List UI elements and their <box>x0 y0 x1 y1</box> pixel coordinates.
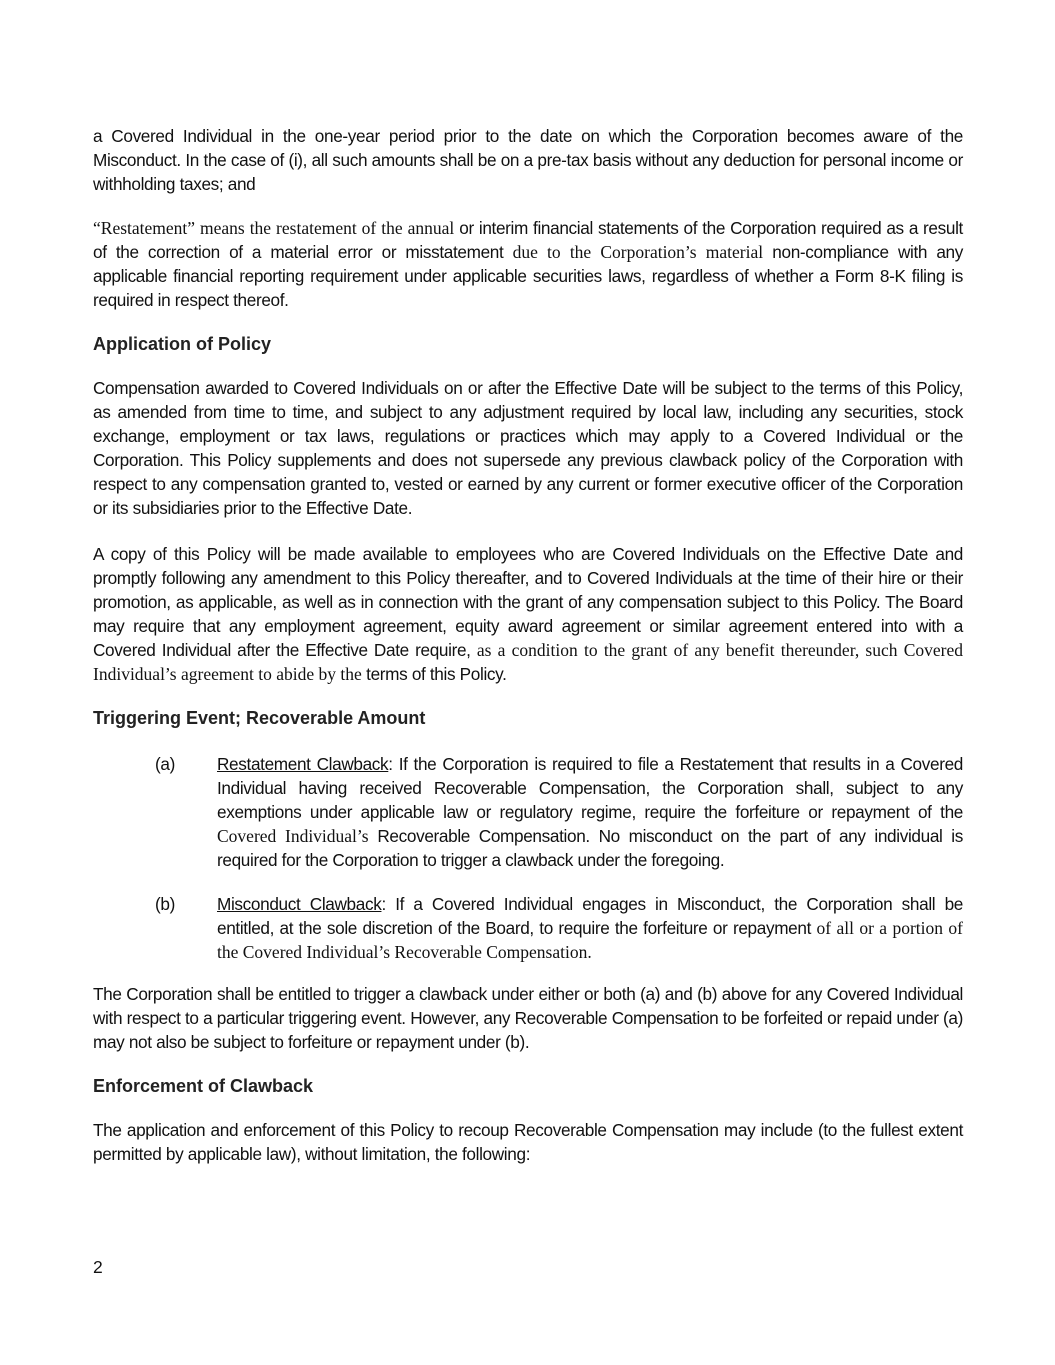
list-label: (a) <box>155 754 175 774</box>
text-sans: terms of this Policy. <box>361 664 507 684</box>
item-text-serif: of all or a portion of the Covered Individual’s Recoverable Compensation. <box>217 918 963 962</box>
paragraph-compensation-awarded: Compensation awarded to Covered Individuals on or after the Effective Date will be subject to the terms of this Policy, as amended from time to time, and subject to any adjustment required by local law, including any securities, stock exchange, employment or tax laws, regulations or practices which may apply to a Covered Individual or the Corporation. This Policy supplements and does not supersede any previous clawback policy of the Corporation with respect to any compensation granted to, vested or earned by any current or former executive officer of the Corporation or its subsidiaries prior to the Effective Date. <box>93 378 963 518</box>
paragraph-enforcement: The application and enforcement of this Policy to recoup Recoverable Compensation may include (to the fullest extent permitted by applicable law), without limitation, the following: <box>93 1120 963 1164</box>
list-item-restatement-clawback <box>93 752 963 872</box>
text-serif: due to the Corporation’s material <box>512 242 764 262</box>
text-sans: non-compliance with any applicable financial reporting requirement under applicable securities laws, regardless of whether a Form 8-K filing is required in respect thereof. <box>93 242 963 310</box>
heading-enforcement-of-clawback: Enforcement of Clawback <box>93 1076 314 1096</box>
heading-triggering-event: Triggering Event; Recoverable Amount <box>93 708 426 728</box>
text-sans: A copy of this Policy will be made available to employees who are Covered Individuals on the Effective Date and promptly following any amendment to this Policy thereafter, and to Covered Individuals at the time of their hire or their promotion, as applicable, as well as in connection with the grant of any compensation subject to this Policy. The Board may require that any employment agreement, equity award agreement or similar agreement entered into with a Covered Individual after the Effective Date require, <box>93 544 963 660</box>
text-serif: as a condition to the grant of any benefit thereunder, such Covered Individual’s agreement to abide by the <box>93 640 964 684</box>
item-text-serif: Covered Individual’s <box>217 826 369 846</box>
paragraph-restatement-definition <box>93 216 963 312</box>
paragraph-misconduct-period: a Covered Individual in the one-year period prior to the date on which the Corporation becomes aware of the Misconduct. In the case of (i), all such amounts shall be on a pre-tax basis without any deduction for personal income or withholding taxes; and <box>93 126 963 194</box>
item-text: : If a Covered Individual engages in Misconduct, the Corporation shall be entitled, at the sole discretion of the Board, to require the forfeiture or repayment <box>217 894 964 938</box>
heading-application-of-policy: Application of Policy <box>93 334 272 354</box>
page-number: 2 <box>93 1257 103 1277</box>
item-text: : If the Corporation is required to file a Restatement that results in a Covered Individual having received Recoverable Compensation, the Corporation shall, subject to any exemptions under applicable law or regulatory regime, require the forfeiture or repayment of the <box>217 754 963 822</box>
list-body <box>217 892 963 964</box>
text-sans: or interim financial statements of the Corporation required as a result of the correction of a material error or misstatement <box>93 218 963 262</box>
item-title: Misconduct Clawback <box>217 894 382 914</box>
list-body <box>217 752 963 872</box>
paragraph-clawback-either-or-both: The Corporation shall be entitled to trigger a clawback under either or both (a) and (b) above for any Covered Individual with respect to a particular triggering event. However, any Recoverable Compensation to be forfeited or repaid under (a) may not also be subject to forfeiture or repayment under (b). <box>93 984 963 1052</box>
item-text: Recoverable Compensation. No misconduct on the part of any individual is required for the Corporation to trigger a clawback under the foregoing. <box>217 826 963 870</box>
text-serif: “Restatement” means the restatement of the annual <box>93 218 455 238</box>
document-page <box>93 124 963 1166</box>
paragraph-policy-copy <box>93 542 963 686</box>
list-label: (b) <box>155 894 175 914</box>
item-title: Restatement Clawback <box>217 754 389 774</box>
list-item-misconduct-clawback <box>93 892 963 964</box>
